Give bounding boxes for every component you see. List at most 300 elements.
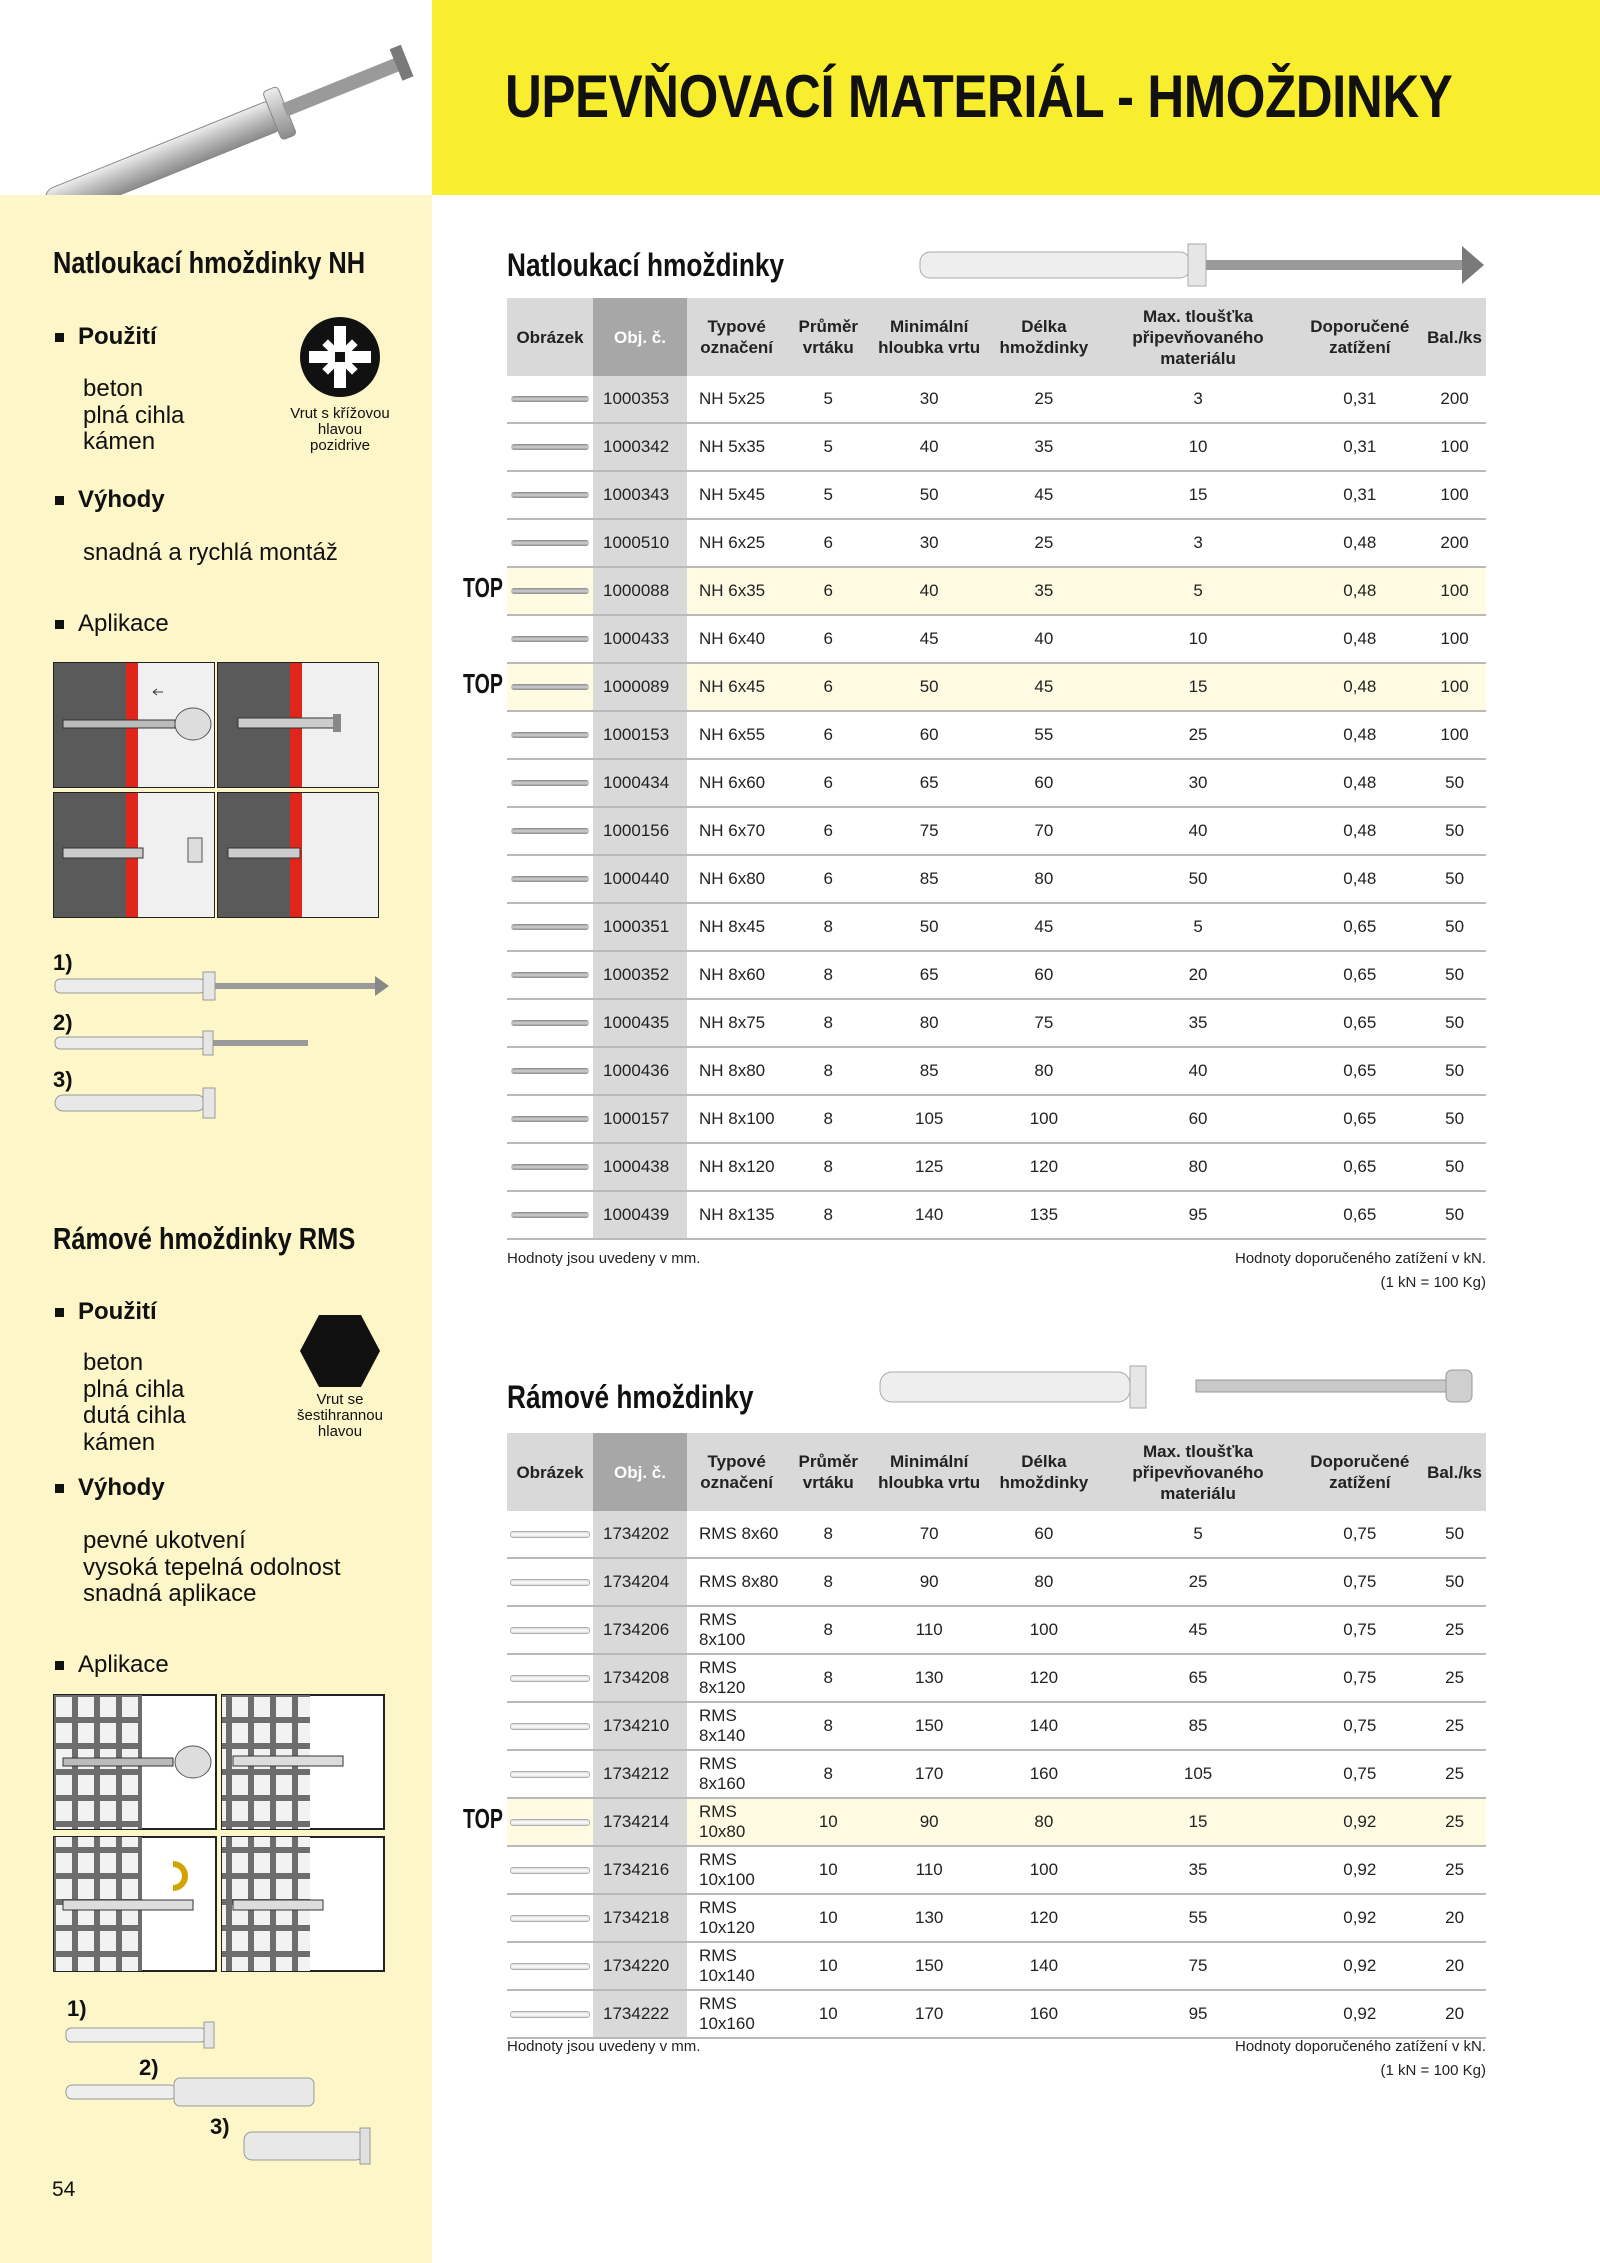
cell-obj: 1000436 — [593, 1047, 687, 1095]
cell-obj: 1734204 — [593, 1558, 687, 1606]
cell-typ: RMS 10x80 — [687, 1798, 786, 1846]
cell-z: 0,48 — [1296, 807, 1423, 855]
table-row — [507, 1798, 1486, 1846]
dowel-thumbnail-icon — [511, 1164, 589, 1170]
product-thumbnail-cell — [507, 1654, 593, 1702]
cell-l: 45 — [988, 663, 1100, 711]
dowel-thumbnail-icon — [510, 1579, 590, 1586]
cell-t: 35 — [1100, 999, 1297, 1047]
cell-t: 25 — [1100, 711, 1297, 759]
cell-l: 35 — [988, 423, 1100, 471]
top-badge: TOP — [463, 572, 503, 604]
header-product-photo — [0, 0, 432, 195]
table-row — [507, 567, 1486, 615]
table-row — [507, 1511, 1486, 1558]
nh-variant-label: 1) — [53, 950, 73, 975]
cell-d: 6 — [786, 711, 870, 759]
rms-variant-label: 2) — [139, 2055, 159, 2080]
cell-typ: NH 6x60 — [687, 759, 786, 807]
cell-l: 45 — [988, 903, 1100, 951]
dowel-thumbnail-icon — [511, 684, 589, 690]
cell-typ: RMS 8x100 — [687, 1606, 786, 1654]
cell-typ: NH 8x45 — [687, 903, 786, 951]
rms-benefit-item: vysoká tepelná odolnost — [83, 1554, 341, 1581]
cell-d: 10 — [786, 1894, 870, 1942]
table-header-row — [507, 1433, 1486, 1511]
rms-use-item: plná cihla — [83, 1376, 185, 1403]
product-thumbnail-cell — [507, 759, 593, 807]
cell-d: 8 — [786, 1654, 870, 1702]
cell-typ: NH 8x60 — [687, 951, 786, 999]
rms-spec-table — [507, 1433, 1486, 2039]
bullet-square-icon — [55, 620, 64, 629]
nh-app-bullet — [55, 610, 169, 638]
table-row — [507, 1191, 1486, 1239]
cell-typ: NH 5x45 — [687, 471, 786, 519]
table-row — [507, 1095, 1486, 1143]
page-number: 54 — [52, 2178, 76, 2201]
cell-b: 100 — [1423, 615, 1486, 663]
cell-l: 160 — [988, 1990, 1100, 2038]
load-note-conversion: (1 kN = 100 Kg) — [1380, 2062, 1486, 2079]
cell-h: 50 — [870, 471, 988, 519]
cell-b: 50 — [1423, 1191, 1486, 1239]
nh-use-item: plná cihla — [83, 402, 185, 429]
cell-obj: 1000153 — [593, 711, 687, 759]
cell-t: 25 — [1100, 1558, 1297, 1606]
cell-t: 105 — [1100, 1750, 1297, 1798]
dowel-thumbnail-icon — [511, 972, 589, 978]
rms-sidebar-heading: Rámové hmoždinky RMS — [53, 1221, 356, 1256]
cell-d: 10 — [786, 1846, 870, 1894]
cell-obj: 1734202 — [593, 1511, 687, 1558]
table-row — [507, 759, 1486, 807]
table-row — [507, 711, 1486, 759]
cell-d: 6 — [786, 663, 870, 711]
cell-z: 0,48 — [1296, 615, 1423, 663]
cell-typ: NH 6x70 — [687, 807, 786, 855]
cell-h: 140 — [870, 1191, 988, 1239]
cell-t: 5 — [1100, 567, 1297, 615]
rms-product-photo — [878, 1354, 1486, 1416]
cell-z: 0,31 — [1296, 376, 1423, 423]
cell-l: 25 — [988, 376, 1100, 423]
dowel-thumbnail-icon — [511, 828, 589, 834]
rms-benefit-item: snadná aplikace — [83, 1580, 257, 1607]
table-row — [507, 1846, 1486, 1894]
dowel-thumbnail-icon — [511, 444, 589, 450]
product-thumbnail-cell — [507, 1558, 593, 1606]
cell-t: 45 — [1100, 1606, 1297, 1654]
cell-b: 50 — [1423, 1511, 1486, 1558]
dowel-thumbnail-icon — [511, 1068, 589, 1074]
cell-h: 75 — [870, 807, 988, 855]
cell-h: 50 — [870, 903, 988, 951]
cell-d: 5 — [786, 376, 870, 423]
cell-obj: 1000157 — [593, 1095, 687, 1143]
product-thumbnail-cell — [507, 1702, 593, 1750]
col-header: Obrázek — [507, 1433, 593, 1511]
cell-obj: 1000352 — [593, 951, 687, 999]
cell-typ: RMS 8x140 — [687, 1702, 786, 1750]
nh-step-done — [218, 793, 378, 917]
nh-use-item: kámen — [83, 428, 156, 455]
cell-h: 30 — [870, 519, 988, 567]
cell-obj: 1734210 — [593, 1702, 687, 1750]
cell-l: 100 — [988, 1095, 1100, 1143]
cell-typ: NH 5x35 — [687, 423, 786, 471]
col-header: Doporučené zatížení — [1296, 298, 1423, 376]
table-row — [507, 615, 1486, 663]
cell-d: 6 — [786, 615, 870, 663]
rms-app-bullet — [55, 1651, 169, 1679]
hex-head-icon — [299, 1314, 381, 1388]
cell-z: 0,48 — [1296, 855, 1423, 903]
col-header: Bal./ks — [1423, 1433, 1486, 1511]
table-row — [507, 1143, 1486, 1191]
cell-z: 0,48 — [1296, 567, 1423, 615]
dowel-thumbnail-icon — [511, 1020, 589, 1026]
cell-z: 0,48 — [1296, 519, 1423, 567]
col-header: Minimální hloubka vrtu — [870, 1433, 988, 1511]
cell-z: 0,65 — [1296, 1191, 1423, 1239]
rms-step-drill — [54, 1695, 216, 1829]
dowel-thumbnail-icon — [510, 1819, 590, 1826]
table-row — [507, 1702, 1486, 1750]
cell-d: 5 — [786, 423, 870, 471]
cell-t: 40 — [1100, 1047, 1297, 1095]
dowel-thumbnail-icon — [511, 924, 589, 930]
dowel-thumbnail-icon — [511, 540, 589, 546]
cell-t: 95 — [1100, 1990, 1297, 2038]
cell-b: 50 — [1423, 1095, 1486, 1143]
cell-h: 85 — [870, 1047, 988, 1095]
cell-b: 200 — [1423, 376, 1486, 423]
cell-l: 140 — [988, 1942, 1100, 1990]
cell-d: 10 — [786, 1990, 870, 2038]
cell-l: 75 — [988, 999, 1100, 1047]
product-thumbnail-cell — [507, 1606, 593, 1654]
cell-d: 8 — [786, 1191, 870, 1239]
cell-typ: NH 8x120 — [687, 1143, 786, 1191]
product-thumbnail-cell — [507, 1798, 593, 1846]
cell-typ: RMS 8x160 — [687, 1750, 786, 1798]
product-thumbnail-cell — [507, 711, 593, 759]
dowel-thumbnail-icon — [510, 1771, 590, 1778]
cell-b: 100 — [1423, 711, 1486, 759]
cell-b: 25 — [1423, 1606, 1486, 1654]
cell-z: 0,92 — [1296, 1846, 1423, 1894]
rms-variants-illustration — [64, 2020, 394, 2180]
rms-benefits-label: Výhody — [78, 1474, 165, 1501]
cell-h: 70 — [870, 1511, 988, 1558]
cell-b: 50 — [1423, 855, 1486, 903]
cell-d: 8 — [786, 1511, 870, 1558]
cell-obj: 1000439 — [593, 1191, 687, 1239]
table-row — [507, 1047, 1486, 1095]
rms-use-item: beton — [83, 1349, 144, 1376]
table-row — [507, 1606, 1486, 1654]
col-header: Obj. č. — [593, 1433, 687, 1511]
cell-typ: NH 8x75 — [687, 999, 786, 1047]
cell-l: 70 — [988, 807, 1100, 855]
table-row — [507, 376, 1486, 423]
cell-obj: 1734218 — [593, 1894, 687, 1942]
cell-l: 25 — [988, 519, 1100, 567]
dowel-thumbnail-icon — [511, 492, 589, 498]
hex-head-note — [275, 1392, 405, 1440]
cell-z: 0,31 — [1296, 471, 1423, 519]
cell-l: 60 — [988, 951, 1100, 999]
cell-h: 80 — [870, 999, 988, 1047]
product-thumbnail-cell — [507, 1990, 593, 2038]
col-header: Délka hmoždinky — [988, 1433, 1100, 1511]
product-thumbnail-cell — [507, 567, 593, 615]
col-header: Max. tloušťka připevňovaného materiálu — [1100, 298, 1297, 376]
nh-application-diagram — [53, 662, 379, 918]
col-header: Max. tloušťka připevňovaného materiálu — [1100, 1433, 1297, 1511]
product-thumbnail-cell — [507, 1191, 593, 1239]
rms-application-diagram — [53, 1694, 385, 1972]
bullet-square-icon — [55, 496, 64, 505]
rms-benefits-bullet — [55, 1474, 165, 1502]
dowel-thumbnail-icon — [511, 780, 589, 786]
cell-z: 0,31 — [1296, 423, 1423, 471]
cell-l: 55 — [988, 711, 1100, 759]
dowel-thumbnail-icon — [511, 588, 589, 594]
cell-h: 105 — [870, 1095, 988, 1143]
cell-obj: 1734222 — [593, 1990, 687, 2038]
top-badge: TOP — [463, 1802, 503, 1834]
cell-typ: RMS 10x100 — [687, 1846, 786, 1894]
col-header: Typové označení — [687, 298, 786, 376]
cell-t: 80 — [1100, 1143, 1297, 1191]
page-title: UPEVŇOVACÍ MATERIÁL - HMOŽDINKY — [505, 63, 1453, 130]
cell-h: 90 — [870, 1558, 988, 1606]
cell-b: 100 — [1423, 567, 1486, 615]
nh-product-photo — [918, 238, 1486, 292]
cell-h: 110 — [870, 1846, 988, 1894]
dowel-thumbnail-icon — [511, 732, 589, 738]
nh-benefits-bullet — [55, 486, 165, 514]
cell-b: 50 — [1423, 999, 1486, 1047]
table-row — [507, 855, 1486, 903]
nh-step-insert — [218, 663, 378, 787]
cell-h: 65 — [870, 759, 988, 807]
cell-b: 50 — [1423, 1047, 1486, 1095]
col-header: Délka hmoždinky — [988, 298, 1100, 376]
col-header: Průměr vrtáku — [786, 298, 870, 376]
cell-d: 10 — [786, 1942, 870, 1990]
dowel-thumbnail-icon — [510, 1627, 590, 1634]
rms-use-item: kámen — [83, 1429, 156, 1456]
cell-t: 50 — [1100, 855, 1297, 903]
cell-t: 10 — [1100, 615, 1297, 663]
dowel-thumbnail-icon — [511, 636, 589, 642]
cell-obj: 1000433 — [593, 615, 687, 663]
nh-use-item: beton — [83, 375, 144, 402]
dowel-thumbnail-icon — [510, 1531, 590, 1538]
cell-t: 75 — [1100, 1942, 1297, 1990]
cell-z: 0,48 — [1296, 759, 1423, 807]
cell-obj: 1000510 — [593, 519, 687, 567]
pozidrive-head-icon — [299, 316, 381, 398]
cell-b: 50 — [1423, 951, 1486, 999]
nh-units-note: Hodnoty jsou uvedeny v mm. — [507, 1250, 701, 1267]
cell-t: 30 — [1100, 759, 1297, 807]
nh-step-hammer — [54, 793, 214, 917]
rms-load-note — [1000, 2035, 1486, 2083]
cell-obj: 1734216 — [593, 1846, 687, 1894]
product-thumbnail-cell — [507, 951, 593, 999]
cell-b: 50 — [1423, 1143, 1486, 1191]
cell-h: 90 — [870, 1798, 988, 1846]
dowel-thumbnail-icon — [511, 1212, 589, 1218]
pozidrive-note — [275, 406, 405, 454]
table-row — [507, 663, 1486, 711]
cell-l: 45 — [988, 471, 1100, 519]
cell-d: 8 — [786, 1702, 870, 1750]
cell-h: 40 — [870, 567, 988, 615]
nh-variant-label: 3) — [53, 1067, 73, 1092]
cell-d: 8 — [786, 1143, 870, 1191]
cell-z: 0,92 — [1296, 1894, 1423, 1942]
cell-l: 140 — [988, 1702, 1100, 1750]
cell-h: 45 — [870, 615, 988, 663]
cell-t: 35 — [1100, 1846, 1297, 1894]
dowel-thumbnail-icon — [510, 1675, 590, 1682]
nh-sidebar-heading: Natloukací hmoždinky NH — [53, 245, 366, 280]
product-thumbnail-cell — [507, 999, 593, 1047]
cell-typ: RMS 8x80 — [687, 1558, 786, 1606]
cell-l: 40 — [988, 615, 1100, 663]
cell-t: 55 — [1100, 1894, 1297, 1942]
cell-typ: NH 8x100 — [687, 1095, 786, 1143]
cell-d: 8 — [786, 999, 870, 1047]
cell-t: 65 — [1100, 1654, 1297, 1702]
cell-d: 5 — [786, 471, 870, 519]
cell-z: 0,92 — [1296, 1990, 1423, 2038]
cell-b: 50 — [1423, 807, 1486, 855]
nh-load-note — [1000, 1247, 1486, 1295]
cell-typ: NH 8x135 — [687, 1191, 786, 1239]
cell-b: 25 — [1423, 1702, 1486, 1750]
product-thumbnail-cell — [507, 903, 593, 951]
cell-t: 5 — [1100, 903, 1297, 951]
rms-step-screw — [54, 1837, 216, 1971]
cell-typ: NH 6x55 — [687, 711, 786, 759]
cell-typ: NH 6x25 — [687, 519, 786, 567]
table-row — [507, 1654, 1486, 1702]
cell-typ: RMS 10x120 — [687, 1894, 786, 1942]
nh-benefit-item: snadná a rychlá montáž — [83, 539, 338, 566]
cell-obj: 1000088 — [593, 567, 687, 615]
load-note-conversion: (1 kN = 100 Kg) — [1380, 1274, 1486, 1291]
cell-b: 50 — [1423, 759, 1486, 807]
cell-obj: 1000435 — [593, 999, 687, 1047]
dowel-thumbnail-icon — [510, 1963, 590, 1970]
table-row — [507, 951, 1486, 999]
cell-obj: 1734212 — [593, 1750, 687, 1798]
cell-obj: 1734220 — [593, 1942, 687, 1990]
table-row — [507, 999, 1486, 1047]
rms-table-title: Rámové hmoždinky — [507, 1379, 754, 1415]
cell-h: 130 — [870, 1654, 988, 1702]
cell-d: 8 — [786, 1047, 870, 1095]
table-row — [507, 1558, 1486, 1606]
cell-t: 95 — [1100, 1191, 1297, 1239]
col-header: Typové označení — [687, 1433, 786, 1511]
cell-h: 60 — [870, 711, 988, 759]
product-thumbnail-cell — [507, 1894, 593, 1942]
cell-l: 60 — [988, 1511, 1100, 1558]
load-note-line: Hodnoty doporučeného zatížení v kN. — [1235, 1250, 1486, 1267]
bullet-square-icon — [55, 333, 64, 342]
table-row — [507, 1942, 1486, 1990]
product-thumbnail-cell — [507, 615, 593, 663]
cell-h: 150 — [870, 1942, 988, 1990]
nh-variant-label: 2) — [53, 1010, 73, 1035]
cell-d: 8 — [786, 1606, 870, 1654]
cell-h: 150 — [870, 1702, 988, 1750]
cell-t: 15 — [1100, 471, 1297, 519]
cell-d: 8 — [786, 1095, 870, 1143]
cell-obj: 1000156 — [593, 807, 687, 855]
rms-units-note: Hodnoty jsou uvedeny v mm. — [507, 2038, 701, 2055]
cell-h: 110 — [870, 1606, 988, 1654]
cell-l: 120 — [988, 1654, 1100, 1702]
cell-d: 6 — [786, 807, 870, 855]
cell-b: 25 — [1423, 1750, 1486, 1798]
cell-h: 125 — [870, 1143, 988, 1191]
top-badge: TOP — [463, 667, 503, 699]
nh-use-bullet — [55, 323, 157, 351]
cell-t: 40 — [1100, 807, 1297, 855]
cell-b: 50 — [1423, 1558, 1486, 1606]
table-row — [507, 903, 1486, 951]
cell-h: 65 — [870, 951, 988, 999]
cell-obj: 1000434 — [593, 759, 687, 807]
rms-variant-label: 1) — [67, 1996, 87, 2021]
product-thumbnail-cell — [507, 1047, 593, 1095]
dowel-thumbnail-icon — [510, 2011, 590, 2018]
cell-z: 0,75 — [1296, 1606, 1423, 1654]
cell-z: 0,92 — [1296, 1798, 1423, 1846]
hammer-dowel-illustration — [0, 0, 432, 195]
cell-h: 30 — [870, 376, 988, 423]
cell-t: 3 — [1100, 519, 1297, 567]
cell-z: 0,65 — [1296, 1047, 1423, 1095]
cell-h: 170 — [870, 1990, 988, 2038]
product-thumbnail-cell — [507, 519, 593, 567]
cell-l: 120 — [988, 1143, 1100, 1191]
cell-typ: RMS 10x160 — [687, 1990, 786, 2038]
table-row — [507, 1750, 1486, 1798]
cell-b: 100 — [1423, 471, 1486, 519]
cell-z: 0,75 — [1296, 1750, 1423, 1798]
table-row — [507, 519, 1486, 567]
product-thumbnail-cell — [507, 1846, 593, 1894]
cell-typ: RMS 8x120 — [687, 1654, 786, 1702]
nh-step-drill — [54, 663, 214, 787]
col-header: Obj. č. — [593, 298, 687, 376]
table-row — [507, 1990, 1486, 2038]
cell-typ: NH 6x45 — [687, 663, 786, 711]
icon-note-line: hlavou — [317, 1423, 363, 1440]
nh-use-label: Použití — [78, 323, 157, 350]
bullet-square-icon — [55, 1484, 64, 1493]
table-row — [507, 807, 1486, 855]
